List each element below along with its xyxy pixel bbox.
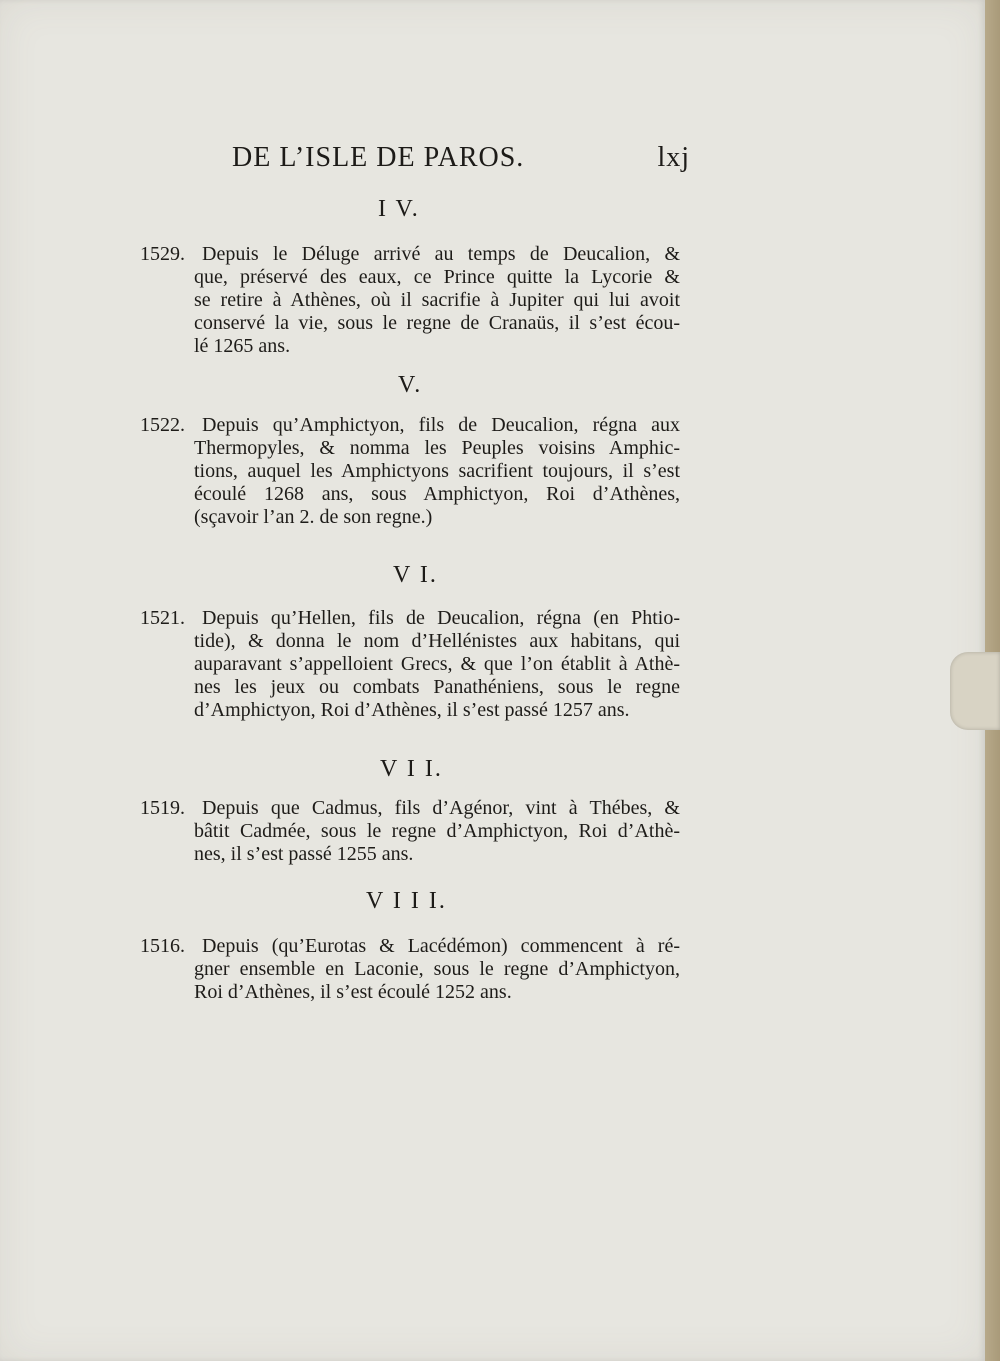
page-tab: [950, 652, 1000, 730]
entry-year: 1519.: [140, 797, 185, 819]
entry-line: gner ensemble en Laconie, sous le regne d’Amphictyon,: [194, 958, 680, 980]
page-header: [220, 138, 690, 178]
entry-line: conservé la vie, sous le regne de Cranaüs, il s’est écou-: [194, 312, 680, 334]
entry-line: tions, auquel les Amphictyons sacrifient toujours, il s’est: [194, 460, 680, 482]
section-numeral: V.: [398, 372, 423, 398]
entry-line: se retire à Athènes, où il sacrifie à Jupiter qui lui avoit: [194, 289, 680, 311]
chronicle-entry: [140, 797, 680, 866]
running-title: DE L’ISLE DE PAROS.: [232, 142, 525, 173]
entry-line: d’Amphictyon, Roi d’Athènes, il s’est passé 1257 ans.: [194, 699, 630, 721]
entry-line: bâtit Cadmée, sous le regne d’Amphictyon, Roi d’Athè-: [194, 820, 680, 842]
chronicle-entry: [140, 607, 680, 722]
entry-line: Depuis qu’Amphictyon, fils de Deucalion, régna aux: [202, 414, 680, 436]
entry-line: Depuis qu’Hellen, fils de Deucalion, régna (en Phtio-: [202, 607, 680, 629]
entry-line: Roi d’Athènes, il s’est écoulé 1252 ans.: [194, 981, 512, 1003]
entry-line: auparavant s’appelloient Grecs, & que l’on établit à Athè-: [194, 653, 680, 675]
entry-line: que, préservé des eaux, ce Prince quitte la Lycorie &: [194, 266, 680, 288]
entry-year: 1516.: [140, 935, 185, 957]
entry-line: Depuis que Cadmus, fils d’Agénor, vint à Thébes, &: [202, 797, 680, 819]
entry-line: Thermopyles, & nomma les Peuples voisins Amphic-: [194, 437, 680, 459]
entry-line: Depuis le Déluge arrivé au temps de Deucalion, &: [202, 243, 680, 265]
entry-line: (sçavoir l’an 2. de son regne.): [194, 506, 433, 528]
chronicle-entry: [140, 414, 680, 529]
entry-line: lé 1265 ans.: [194, 335, 291, 357]
entry-line: tide), & donna le nom d’Hellénistes aux habitans, qui: [194, 630, 680, 652]
entry-line: Depuis (qu’Eurotas & Lacédémon) commencent à ré-: [202, 935, 680, 957]
entry-year: 1521.: [140, 607, 185, 629]
page-number: lxj: [657, 142, 690, 173]
section-numeral: V I.: [393, 562, 438, 588]
section-numeral: V I I.: [380, 756, 443, 782]
section-numeral: I V.: [378, 196, 420, 222]
entry-line: écoulé 1268 ans, sous Amphictyon, Roi d’Athènes,: [194, 483, 680, 505]
entry-line: nes les jeux ou combats Panathéniens, sous le regne: [194, 676, 680, 698]
entry-year: 1522.: [140, 414, 185, 436]
entry-line: nes, il s’est passé 1255 ans.: [194, 843, 414, 865]
section-numeral: V I I I.: [366, 888, 447, 914]
chronicle-entry: [140, 243, 680, 358]
chronicle-entry: [140, 935, 680, 1004]
entry-year: 1529.: [140, 243, 185, 265]
